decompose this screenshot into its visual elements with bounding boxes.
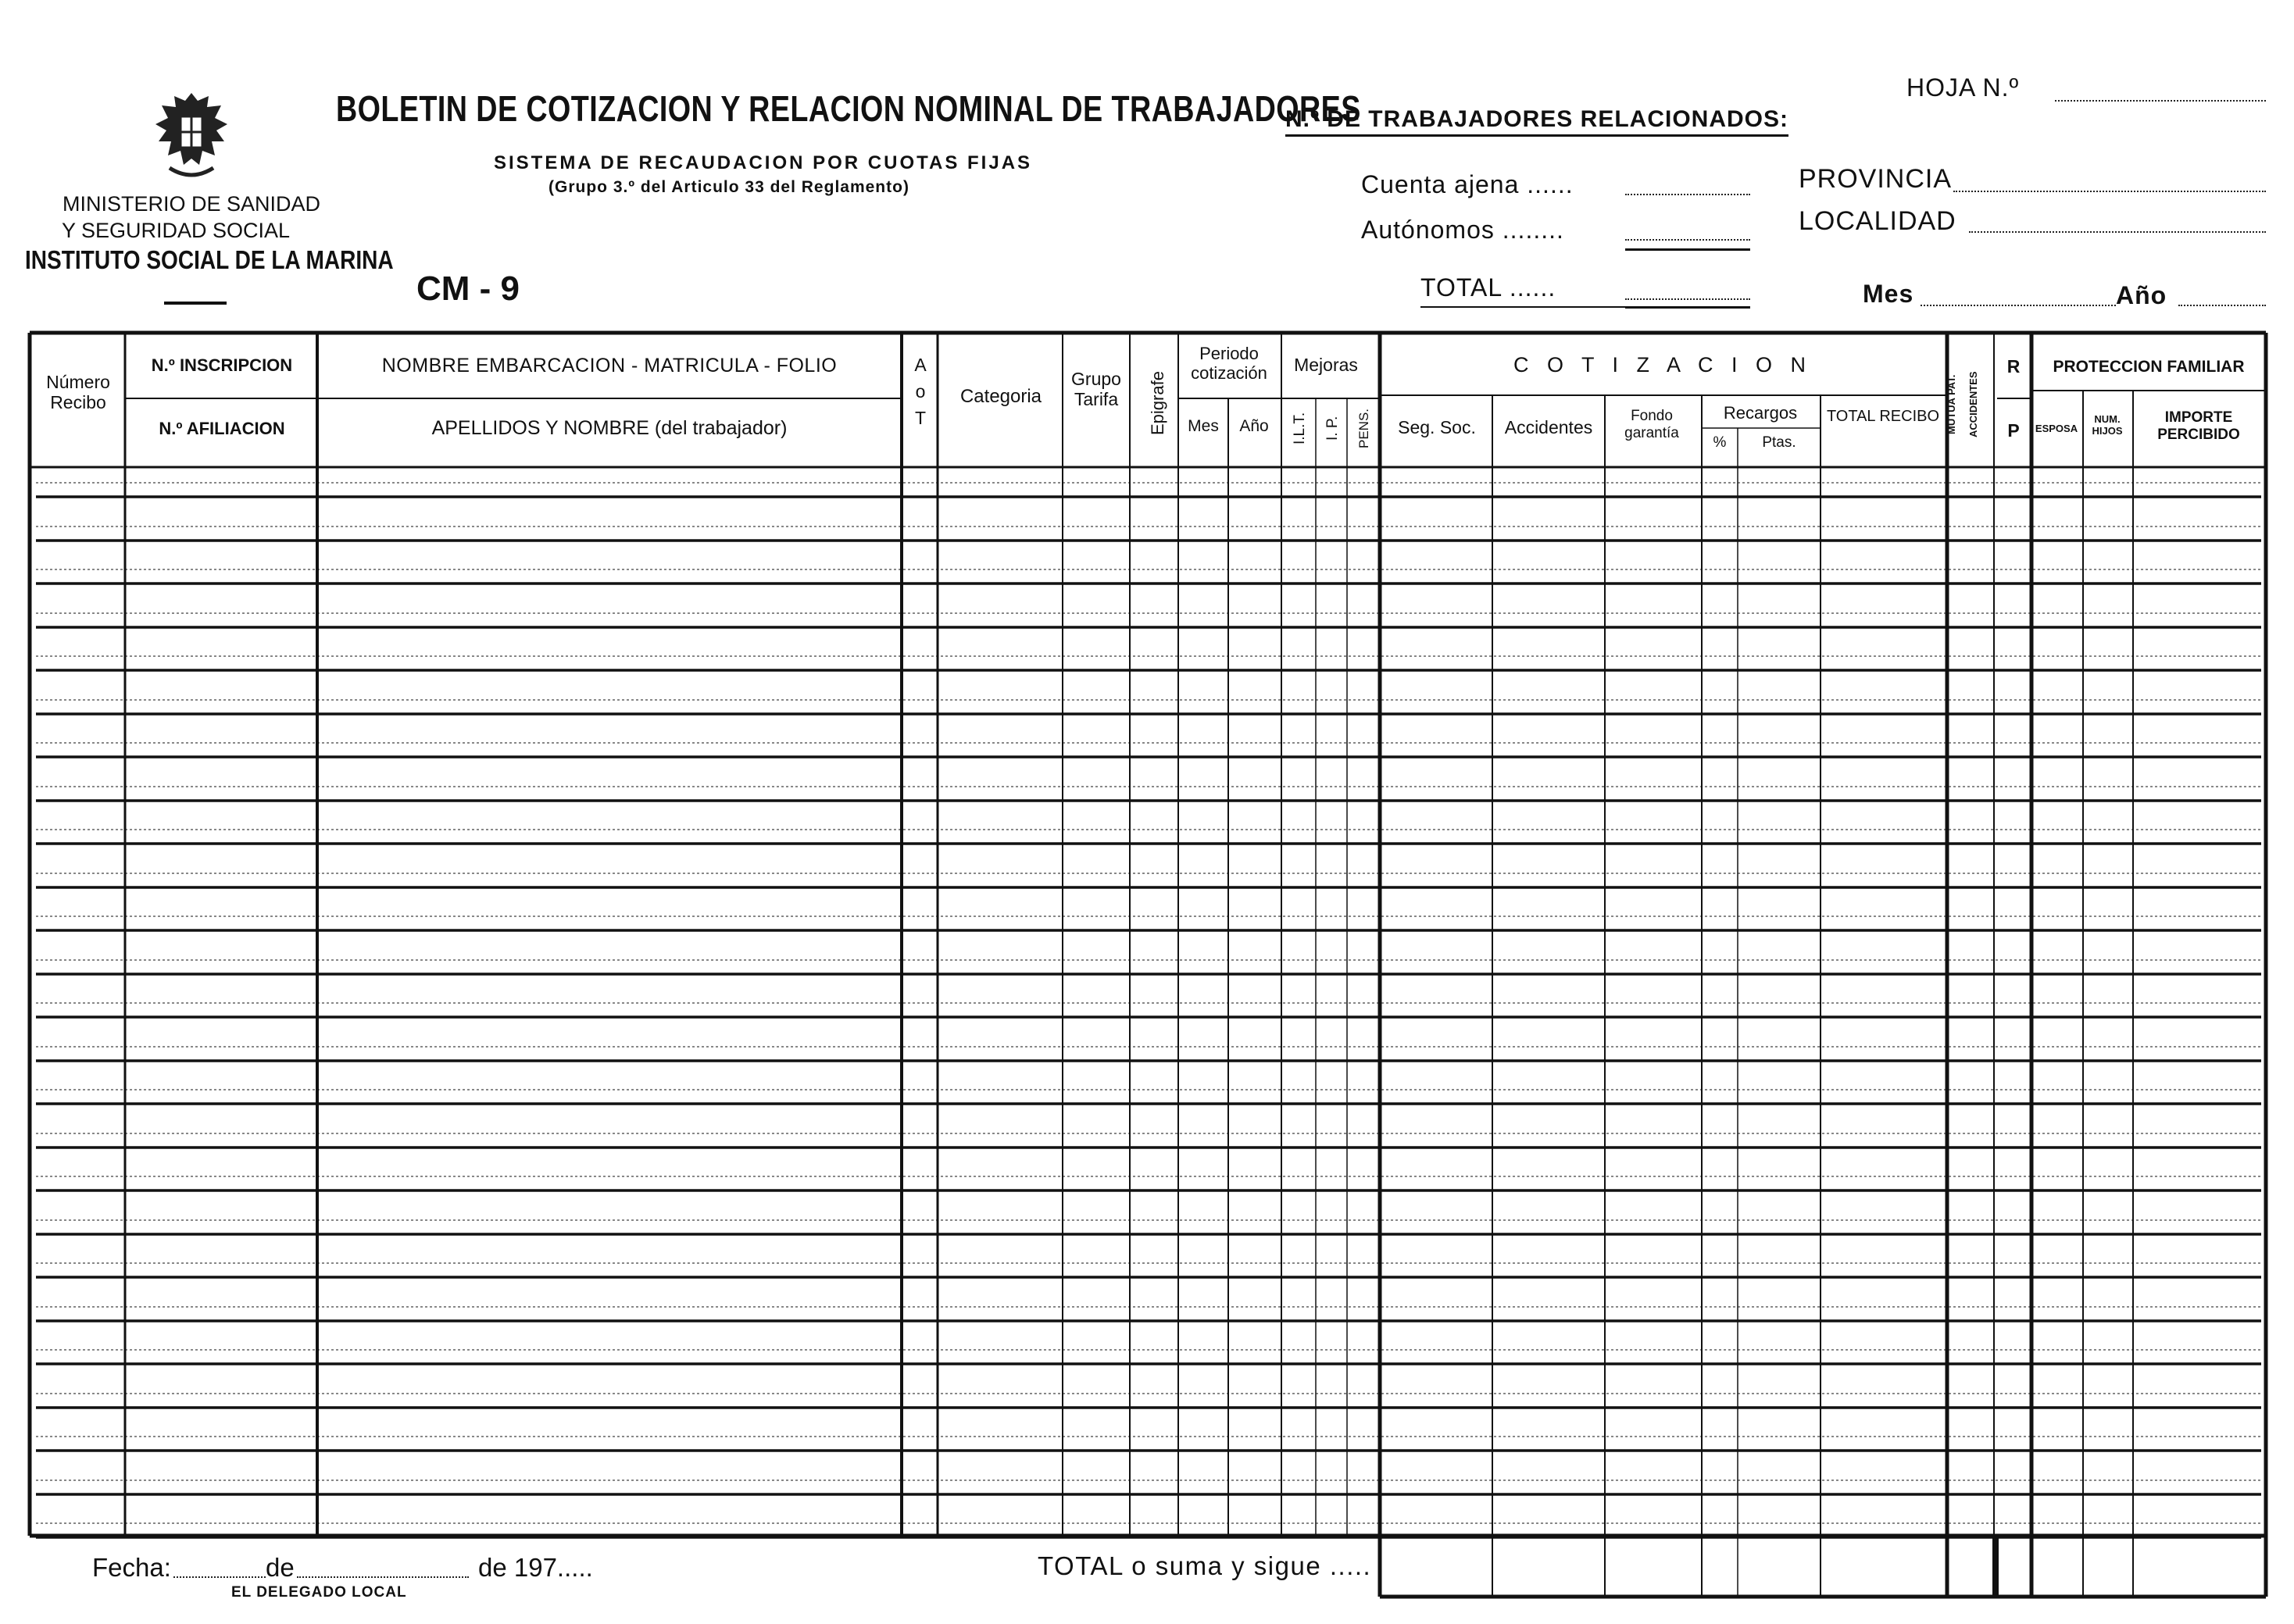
hoja-label: HOJA N.º	[1906, 73, 2020, 102]
col-ptas: Ptas.	[1762, 434, 1796, 451]
localidad-label: LOCALIDAD	[1799, 206, 1956, 236]
col-o: o	[915, 381, 926, 402]
col-ilt: I.L.T.	[1292, 412, 1308, 444]
year-label: de 197.....	[478, 1553, 593, 1582]
rp-bottom-strip	[1992, 1536, 1999, 1597]
institute-name: INSTITUTO SOCIAL DE LA MARINA	[25, 245, 394, 274]
col-p: P	[2007, 420, 2020, 441]
col-seg-soc: Seg. Soc.	[1398, 417, 1476, 437]
col-mejoras: Mejoras	[1294, 355, 1358, 375]
col-fondo: Fondo garantía	[1624, 408, 1679, 441]
form-subtitle: SISTEMA DE RECAUDACION POR CUOTAS FIJAS	[494, 152, 1033, 173]
fecha-day-field[interactable]	[173, 1576, 266, 1578]
cuenta-ajena-label: Cuenta ajena ......	[1361, 170, 1574, 198]
total-suma-label: TOTAL o suma y sigue .....	[1038, 1551, 1372, 1580]
ano-label: Año	[2116, 281, 2167, 309]
col-n-afiliacion: N.º AFILIACION	[159, 419, 285, 438]
provincia-label: PROVINCIA	[1799, 164, 1953, 194]
col-periodo: Periodo cotización	[1191, 344, 1267, 384]
fecha-label: Fecha:	[92, 1553, 171, 1582]
col-total-recibo: TOTAL RECIBO	[1826, 408, 1940, 425]
fecha-month-field[interactable]	[297, 1576, 469, 1578]
total-label: TOTAL ......	[1420, 273, 1556, 302]
col-categoria: Categoria	[959, 386, 1042, 407]
col-num-hijos: NUM. HIJOS	[2092, 413, 2123, 437]
col-cotizacion: C O T I Z A C I O N	[1513, 353, 1813, 377]
col-mutua: MUTUA PAT. ACCIDENTES	[1946, 371, 1979, 438]
col-mes: Mes	[1188, 417, 1219, 435]
form-title: BOLETIN DE COTIZACION Y RELACION NOMINAL DE TRABAJADORES	[336, 88, 1361, 129]
col-a: A	[914, 355, 927, 375]
col-numero-recibo: Número Recibo	[46, 372, 110, 413]
col-accidentes: Accidentes	[1504, 417, 1593, 437]
col-t: T	[914, 408, 927, 428]
col-ano: Año	[1239, 417, 1269, 435]
ministry-line1: MINISTERIO DE SANIDAD	[62, 192, 321, 216]
col-nombre-embarcacion: NOMBRE EMBARCACION - MATRICULA - FOLIO	[381, 355, 838, 377]
col-ip: I. P.	[1324, 416, 1341, 441]
col-epigrafe: Epigrafe	[1148, 371, 1167, 435]
mes-label: Mes	[1863, 280, 1914, 308]
col-importe: IMPORTE PERCIBIDO	[2157, 409, 2240, 443]
col-pens: PENS.	[1356, 408, 1371, 448]
col-n-inscripcion: N.º INSCRIPCION	[151, 355, 293, 375]
autonomos-label: Autónomos ........	[1361, 216, 1564, 244]
ministry-line2: Y SEGURIDAD SOCIAL	[61, 219, 291, 242]
col-recargos: Recargos	[1723, 403, 1798, 423]
delegado-label: EL DELEGADO LOCAL	[231, 1584, 407, 1601]
col-proteccion: PROTECCION FAMILIAR	[2053, 358, 2245, 376]
workers-title: N.º DE TRABAJADORES RELACIONADOS:	[1285, 106, 1788, 137]
col-grupo-tarifa: Grupo Tarifa	[1071, 369, 1121, 410]
col-apellidos: APELLIDOS Y NOMBRE (del trabajador)	[431, 417, 788, 439]
form-subtitle-note: (Grupo 3.º del Articulo 33 del Reglamento)	[548, 178, 909, 196]
de-label: de	[266, 1553, 295, 1582]
col-r: R	[2006, 356, 2021, 377]
col-pct: %	[1713, 434, 1727, 451]
form-code: CM - 9	[416, 269, 520, 308]
col-esposa: ESPOSA	[2035, 423, 2078, 434]
